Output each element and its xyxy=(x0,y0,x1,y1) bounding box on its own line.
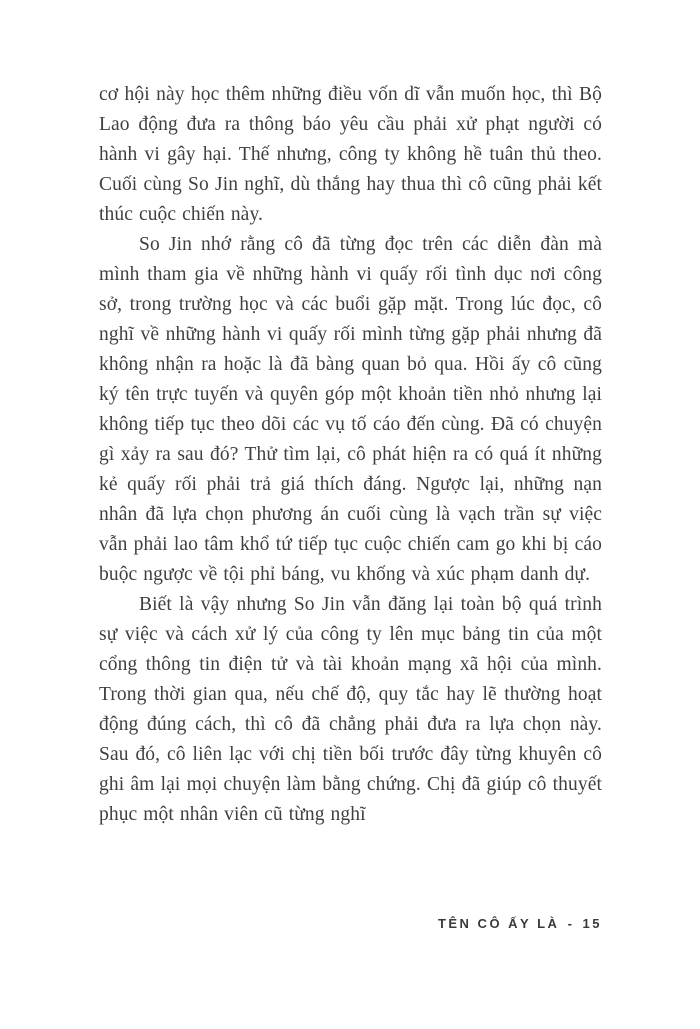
paragraph: cơ hội này học thêm những điều vốn dĩ vẫn muốn học, thì Bộ Lao động đưa ra thông báo yêu cầu phải xử phạt người có hành vi gây hại. Thế nhưng, công ty không hề tuân thủ theo. Cuối cùng So Jin nghĩ, dù thắng hay thua thì cô cũng phải kết thúc cuộc chiến này. xyxy=(99,84,602,225)
running-title: TÊN CÔ ẤY LÀ xyxy=(437,916,560,931)
paragraph: So Jin nhớ rằng cô đã từng đọc trên các diễn đàn mà mình tham gia về những hành vi quấy rối tình dục nơi công sở, trong trường học và các buổi gặp mặt. Trong lúc đọc, cô nghĩ về những hành vi quấy rối mình từng gặp phải nhưng đã không nhận ra hoặc là đã bàng quan bỏ qua. Hồi ấy cô cũng ký tên trực tuyến và quyên góp một khoản tiền nhỏ nhưng lại không tiếp tục theo dõi các vụ tố cáo đến cùng. Đã có chuyện gì xảy ra sau đó? Thử tìm lại, cô phát hiện ra có quá ít những kẻ quấy rối phải trả giá thích đáng. Ngược lại, những nạn nhân đã lựa chọn phương án cuối cùng là vạch trần sự việc vẫn phải lao tâm khổ tứ tiếp tục cuộc chiến cam go khi bị cáo buộc ngược về tội phỉ báng, vu khống và xúc phạm danh dự. xyxy=(99,234,602,585)
body-text xyxy=(99,80,602,830)
footer-separator: - xyxy=(567,916,575,931)
page-number: 15 xyxy=(582,916,602,931)
paragraph: Biết là vậy nhưng So Jin vẫn đăng lại toàn bộ quá trình sự việc và cách xử lý của công ty lên mục bảng tin của một cổng thông tin điện tử và tài khoản mạng xã hội của mình. Trong thời gian qua, nếu chế độ, quy tắc hay lẽ thường hoạt động đúng cách, thì cô đã chẳng phải đưa ra lựa chọn này. Sau đó, cô liên lạc với chị tiền bối trước đây từng khuyên cô ghi âm lại mọi chuyện làm bằng chứng. Chị đã giúp cô thuyết phục một nhân viên cũ từng nghĩ xyxy=(99,594,602,825)
page-footer xyxy=(99,916,602,931)
